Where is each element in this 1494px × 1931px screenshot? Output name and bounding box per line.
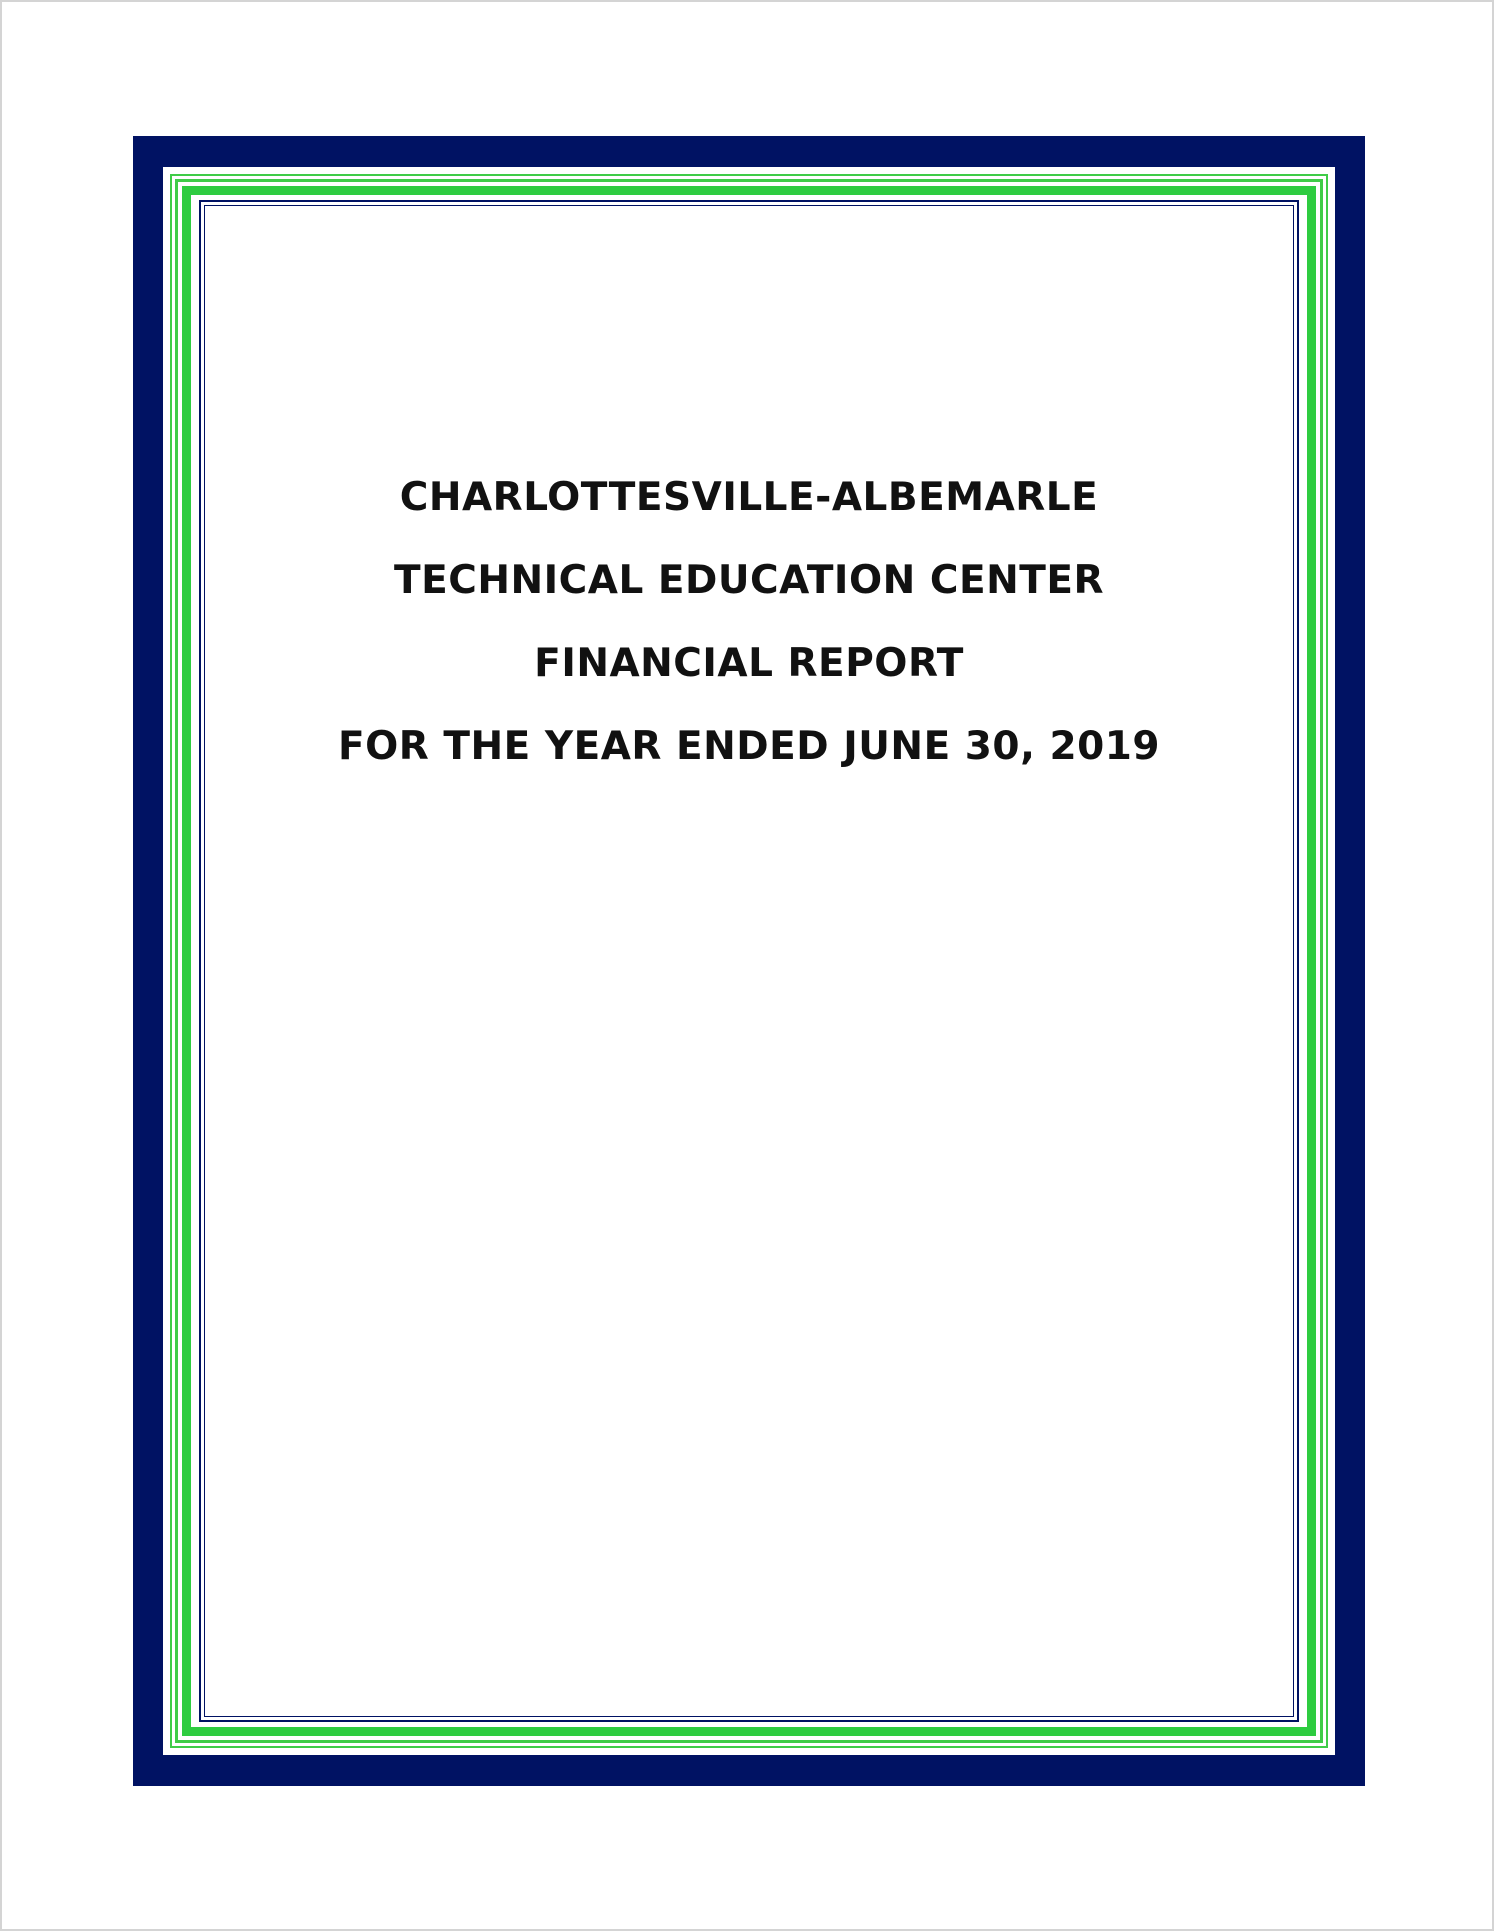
organization-name-line2: TECHNICAL EDUCATION CENTER (393, 558, 1104, 603)
organization-name-line1: CHARLOTTESVILLE-ALBEMARLE (399, 475, 1099, 520)
cover-title-block (205, 470, 1293, 802)
report-period: FOR THE YEAR ENDED JUNE 30, 2019 (337, 724, 1161, 769)
navy-thin-inner-rule (204, 205, 1294, 1717)
report-type: FINANCIAL REPORT (534, 641, 964, 686)
